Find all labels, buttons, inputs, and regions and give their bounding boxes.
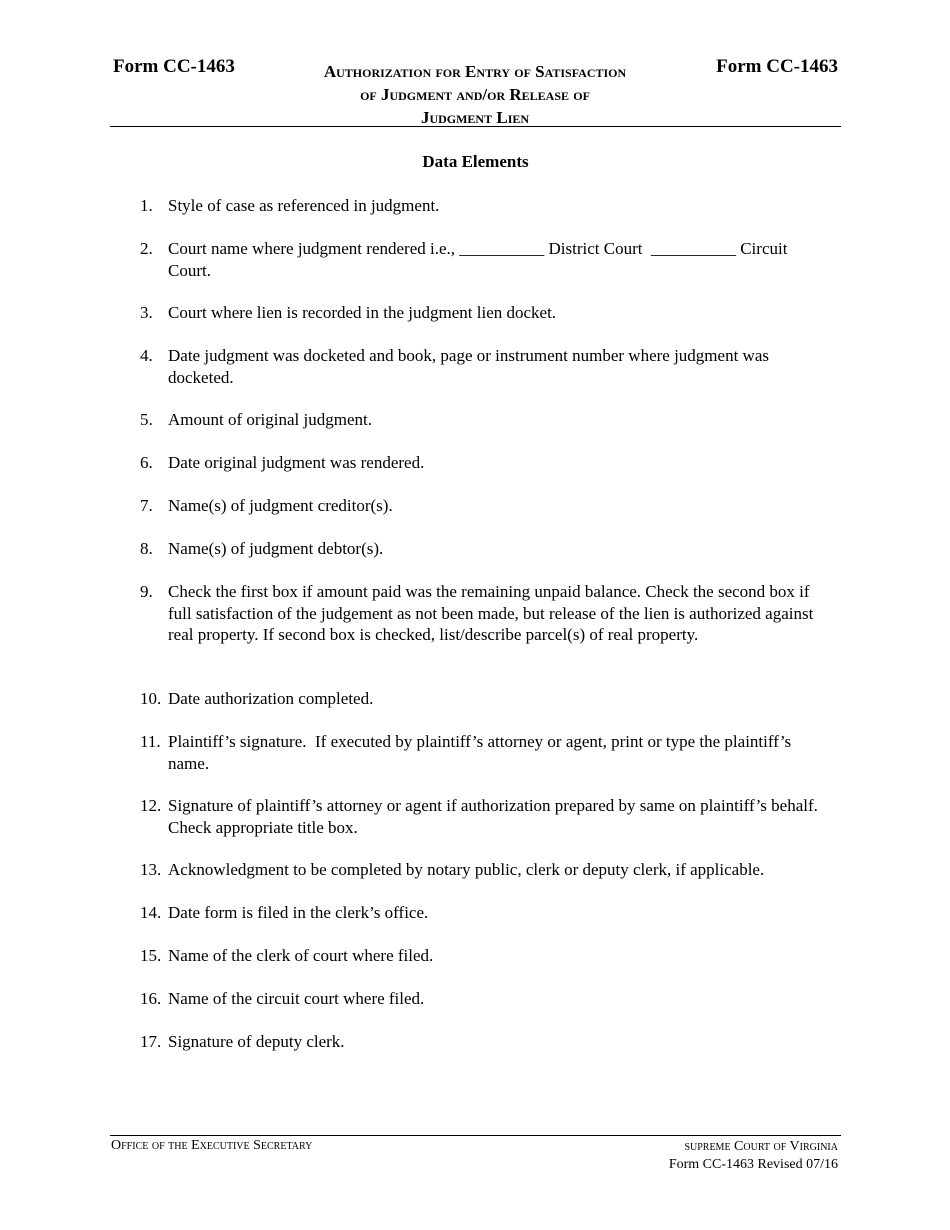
item-text: Style of case as referenced in judgment. bbox=[168, 196, 440, 215]
item-number: 7. bbox=[140, 496, 153, 515]
list-item bbox=[110, 988, 841, 1010]
list-item bbox=[110, 581, 841, 646]
list-item bbox=[110, 688, 841, 710]
list-item bbox=[110, 731, 841, 774]
list-item bbox=[110, 945, 841, 967]
list-item bbox=[110, 238, 841, 281]
list-item bbox=[110, 795, 841, 838]
item-text: Signature of deputy clerk. bbox=[168, 1032, 345, 1051]
item-number: 16. bbox=[140, 989, 162, 1008]
item-text: Date judgment was docketed and book, page or instrument number where judgment was docketed. bbox=[168, 346, 769, 387]
item-text: Court where lien is recorded in the judgment lien docket. bbox=[168, 303, 557, 322]
form-title-line-2: of Judgment and/or Release of bbox=[360, 85, 590, 104]
item-number: 4. bbox=[140, 346, 153, 365]
item-number: 9. bbox=[140, 582, 153, 601]
footer-right-block bbox=[669, 1138, 838, 1174]
item-number: 1. bbox=[140, 196, 153, 215]
list-item bbox=[110, 859, 841, 881]
item-number: 13. bbox=[140, 860, 162, 879]
item-number: 2. bbox=[140, 239, 153, 258]
section-title: Data Elements bbox=[422, 152, 529, 171]
footer-office: Office of the Executive Secretary bbox=[111, 1138, 313, 1153]
item-number: 17. bbox=[140, 1032, 162, 1051]
list-item bbox=[110, 195, 841, 217]
item-text: Date form is filed in the clerk’s office. bbox=[168, 903, 429, 922]
form-number-left: Form CC-1463 bbox=[113, 56, 235, 77]
list-item bbox=[110, 302, 841, 324]
list-item bbox=[110, 345, 841, 388]
item-number: 3. bbox=[140, 303, 153, 322]
item-text: Name(s) of judgment creditor(s). bbox=[168, 496, 393, 515]
footer-revision: Form CC-1463 Revised 07/16 bbox=[668, 1157, 838, 1172]
item-number: 8. bbox=[140, 539, 153, 558]
list-item bbox=[110, 538, 841, 560]
item-text: Court name where judgment rendered i.e., __________ District Court __________ Circuit Court. bbox=[168, 239, 792, 280]
item-number: 12. bbox=[140, 796, 162, 815]
list-item bbox=[110, 409, 841, 431]
item-text: Name of the clerk of court where filed. bbox=[168, 946, 434, 965]
item-text: Plaintiff’s signature. If executed by plaintiff’s attorney or agent, print or type the plaintiff’s name. bbox=[168, 732, 796, 773]
footer-agency: supreme Court of Virginia bbox=[684, 1139, 838, 1154]
item-text: Name of the circuit court where filed. bbox=[168, 989, 425, 1008]
item-text: Acknowledgment to be completed by notary public, clerk or deputy clerk, if applicable. bbox=[168, 860, 765, 879]
item-number: 14. bbox=[140, 903, 162, 922]
item-text: Check the first box if amount paid was the remaining unpaid balance. Check the second box if full satisfaction of the judgement as not been made, but release of the lien is authorized against real property. If second box is checked, list/describe parcel(s) of real property. bbox=[168, 582, 814, 644]
item-text: Date original judgment was rendered. bbox=[168, 453, 425, 472]
form-title-line-3: Judgment Lien bbox=[420, 108, 530, 127]
item-text: Name(s) of judgment debtor(s). bbox=[168, 539, 384, 558]
item-number: 15. bbox=[140, 946, 162, 965]
list-item bbox=[110, 495, 841, 517]
item-number: 11. bbox=[140, 732, 161, 751]
list-item bbox=[110, 902, 841, 924]
footer-divider bbox=[110, 1135, 841, 1136]
list-item bbox=[110, 1031, 841, 1053]
item-number: 6. bbox=[140, 453, 153, 472]
item-text: Amount of original judgment. bbox=[168, 410, 372, 429]
form-number-right: Form CC-1463 bbox=[716, 56, 838, 77]
form-title-line-1: Authorization for Entry of Satisfaction bbox=[323, 62, 627, 81]
item-number: 5. bbox=[140, 410, 153, 429]
item-number: 10. bbox=[140, 689, 162, 708]
form-title bbox=[260, 60, 690, 129]
list-item bbox=[110, 452, 841, 474]
header-divider bbox=[110, 126, 841, 127]
item-text: Signature of plaintiff’s attorney or agent if authorization prepared by same on plaintiff’s behalf. Check appropriate title box. bbox=[168, 796, 827, 837]
item-text: Date authorization completed. bbox=[168, 689, 374, 708]
